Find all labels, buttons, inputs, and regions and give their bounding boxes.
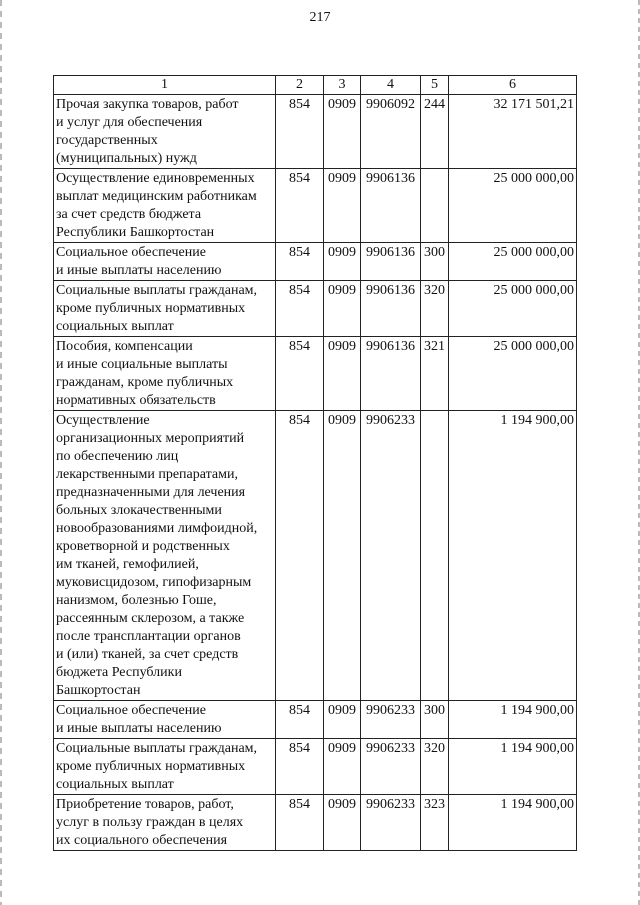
expense-name-line: муковисцидозом, гипофизарным xyxy=(56,575,252,590)
amount-cell: 1 194 900,00 xyxy=(449,701,577,739)
expense-name-line: новообразованиями лимфоидной, xyxy=(56,521,258,536)
expense-type-cell: 300 xyxy=(421,701,449,739)
page-number: 217 xyxy=(309,10,331,25)
expense-name-line: и иные социальные выплаты xyxy=(56,357,228,372)
target-article-cell: 9906136 xyxy=(361,337,421,411)
ministry-code-cell: 854 xyxy=(276,95,324,169)
amount-cell: 25 000 000,00 xyxy=(449,169,577,243)
expense-name-line: кроветворной и родственных xyxy=(56,539,230,554)
expense-name-line: нанизмом, болезнью Гоше, xyxy=(56,593,217,608)
expense-name-line: лекарственными препаратами, xyxy=(56,467,238,482)
target-article-cell: 9906136 xyxy=(361,169,421,243)
expense-name-line: выплат медицинским работникам xyxy=(56,189,257,204)
table-row xyxy=(54,281,577,337)
ministry-code-cell: 854 xyxy=(276,795,324,851)
expense-name-cell xyxy=(54,243,276,281)
expense-name-line: государственных xyxy=(56,133,158,148)
expense-name-line: Осуществление единовременных xyxy=(56,171,255,186)
table-row xyxy=(54,169,577,243)
target-article-cell: 9906233 xyxy=(361,411,421,701)
amount-cell: 32 171 501,21 xyxy=(449,95,577,169)
section-code-cell: 0909 xyxy=(324,337,361,411)
expense-name-line: Социальные выплаты гражданам, xyxy=(56,741,258,756)
header-col-5: 5 xyxy=(421,76,449,95)
expense-name-line: за счет средств бюджета xyxy=(56,207,202,222)
expense-name-line: Башкортостан xyxy=(56,683,141,698)
expense-name-line: их социального обеспечения xyxy=(56,833,228,848)
amount-cell: 1 194 900,00 xyxy=(449,411,577,701)
section-code-cell: 0909 xyxy=(324,281,361,337)
expense-name-line: рассеянным склерозом, а также xyxy=(56,611,245,626)
expense-type-cell: 320 xyxy=(421,281,449,337)
expense-name-line: гражданам, кроме публичных xyxy=(56,375,234,390)
target-article-cell: 9906233 xyxy=(361,739,421,795)
ministry-code-cell: 854 xyxy=(276,701,324,739)
expense-name-line: и иные выплаты населению xyxy=(56,263,222,278)
amount-cell: 1 194 900,00 xyxy=(449,795,577,851)
expense-name-line: и услуг для обеспечения xyxy=(56,115,203,130)
expense-name-line: им тканей, гемофилией, xyxy=(56,557,199,572)
table-row xyxy=(54,739,577,795)
header-col-3: 3 xyxy=(324,76,361,95)
expense-name-line: Социальное обеспечение xyxy=(56,703,206,718)
expense-name-line: Осуществление xyxy=(56,413,150,428)
expense-type-cell: 321 xyxy=(421,337,449,411)
table-row xyxy=(54,795,577,851)
expense-name-line: после трансплантации органов xyxy=(56,629,241,644)
expense-name-line: организационных мероприятий xyxy=(56,431,245,446)
section-code-cell: 0909 xyxy=(324,795,361,851)
expense-type-cell xyxy=(421,411,449,701)
ministry-code-cell: 854 xyxy=(276,243,324,281)
target-article-cell: 9906233 xyxy=(361,795,421,851)
expense-name-line: бюджета Республики xyxy=(56,665,182,680)
table-row xyxy=(54,701,577,739)
target-article-cell: 9906136 xyxy=(361,281,421,337)
ministry-code-cell: 854 xyxy=(276,169,324,243)
section-code-cell: 0909 xyxy=(324,739,361,795)
table-body xyxy=(54,95,577,851)
expense-type-cell: 300 xyxy=(421,243,449,281)
expense-name-line: услуг в пользу граждан в целях xyxy=(56,815,244,830)
expense-name-line: кроме публичных нормативных xyxy=(56,301,246,316)
expense-name-cell xyxy=(54,739,276,795)
expense-name-line: Социальные выплаты гражданам, xyxy=(56,283,258,298)
ministry-code-cell: 854 xyxy=(276,739,324,795)
budget-table xyxy=(53,75,577,851)
section-code-cell: 0909 xyxy=(324,95,361,169)
target-article-cell: 9906136 xyxy=(361,243,421,281)
table-row xyxy=(54,95,577,169)
header-col-2: 2 xyxy=(276,76,324,95)
expense-name-cell xyxy=(54,95,276,169)
expense-name-cell xyxy=(54,169,276,243)
table-row xyxy=(54,337,577,411)
amount-cell: 25 000 000,00 xyxy=(449,243,577,281)
expense-name-line: Приобретение товаров, работ, xyxy=(56,797,234,812)
expense-name-cell xyxy=(54,411,276,701)
ministry-code-cell: 854 xyxy=(276,411,324,701)
expense-name-line: (муниципальных) нужд xyxy=(56,151,197,166)
header-col-6: 6 xyxy=(449,76,577,95)
expense-name-cell xyxy=(54,795,276,851)
header-col-4: 4 xyxy=(361,76,421,95)
expense-name-line: Республики Башкортостан xyxy=(56,225,215,240)
expense-name-line: и (или) тканей, за счет средств xyxy=(56,647,239,662)
amount-cell: 25 000 000,00 xyxy=(449,281,577,337)
expense-name-line: больных злокачественными xyxy=(56,503,222,518)
expense-name-line: Пособия, компенсации xyxy=(56,339,193,354)
table-row xyxy=(54,243,577,281)
section-code-cell: 0909 xyxy=(324,701,361,739)
section-code-cell: 0909 xyxy=(324,411,361,701)
ministry-code-cell: 854 xyxy=(276,281,324,337)
expense-name-cell xyxy=(54,337,276,411)
expense-name-line: Социальное обеспечение xyxy=(56,245,206,260)
table-row xyxy=(54,411,577,701)
expense-name-line: предназначенными для лечения xyxy=(56,485,246,500)
section-code-cell: 0909 xyxy=(324,169,361,243)
expense-name-line: Прочая закупка товаров, работ xyxy=(56,97,239,112)
header-col-1: 1 xyxy=(54,76,276,95)
scan-edge-left xyxy=(0,0,2,905)
expense-type-cell xyxy=(421,169,449,243)
section-code-cell: 0909 xyxy=(324,243,361,281)
amount-cell: 1 194 900,00 xyxy=(449,739,577,795)
expense-name-cell xyxy=(54,281,276,337)
amount-cell: 25 000 000,00 xyxy=(449,337,577,411)
expense-name-line: социальных выплат xyxy=(56,777,174,792)
expense-type-cell: 320 xyxy=(421,739,449,795)
expense-name-line: и иные выплаты населению xyxy=(56,721,222,736)
expense-type-cell: 244 xyxy=(421,95,449,169)
expense-type-cell: 323 xyxy=(421,795,449,851)
expense-name-line: по обеспечению лиц xyxy=(56,449,179,464)
expense-name-line: нормативных обязательств xyxy=(56,393,216,408)
ministry-code-cell: 854 xyxy=(276,337,324,411)
expense-name-line: социальных выплат xyxy=(56,319,174,334)
target-article-cell: 9906092 xyxy=(361,95,421,169)
table-header xyxy=(54,76,577,95)
target-article-cell: 9906233 xyxy=(361,701,421,739)
expense-name-cell xyxy=(54,701,276,739)
expense-name-line: кроме публичных нормативных xyxy=(56,759,246,774)
header-row xyxy=(54,76,577,95)
